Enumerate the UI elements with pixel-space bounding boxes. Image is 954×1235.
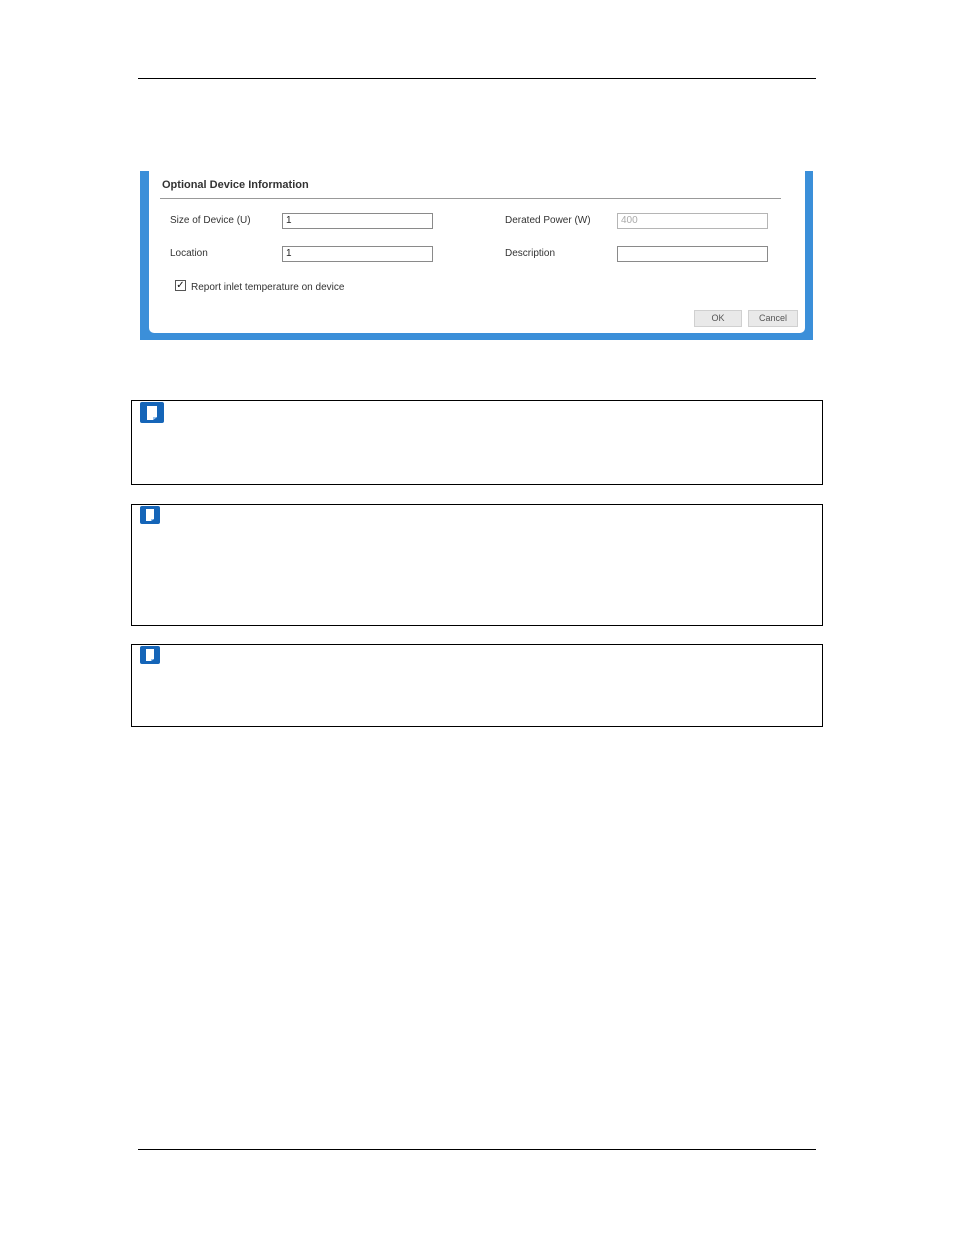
footer-rule xyxy=(138,1149,816,1150)
derated-power-label: Derated Power (W) xyxy=(505,215,591,226)
ok-button[interactable]: OK xyxy=(694,310,742,327)
header-rule xyxy=(138,78,816,79)
section-divider xyxy=(160,198,781,199)
location-input[interactable]: 1 xyxy=(282,246,433,262)
report-inlet-label: Report inlet temperature on device xyxy=(191,282,345,293)
report-inlet-checkbox[interactable]: ✓ xyxy=(176,280,185,291)
note-icon xyxy=(140,506,160,525)
dialog-panel xyxy=(149,171,805,333)
note-box-2 xyxy=(131,504,823,626)
derated-power-input[interactable]: 400 xyxy=(617,213,768,229)
note-icon xyxy=(140,402,164,424)
section-title: Optional Device Information xyxy=(162,179,309,191)
note-icon xyxy=(140,646,160,665)
device-dialog-screenshot xyxy=(140,171,813,340)
location-label: Location xyxy=(170,248,208,259)
note-box-3 xyxy=(131,644,823,727)
description-input[interactable] xyxy=(617,246,768,262)
size-of-device-input[interactable]: 1 xyxy=(282,213,433,229)
note-box-1 xyxy=(131,400,823,485)
cancel-button[interactable]: Cancel xyxy=(748,310,798,327)
size-of-device-label: Size of Device (U) xyxy=(170,215,251,226)
description-label: Description xyxy=(505,248,556,259)
